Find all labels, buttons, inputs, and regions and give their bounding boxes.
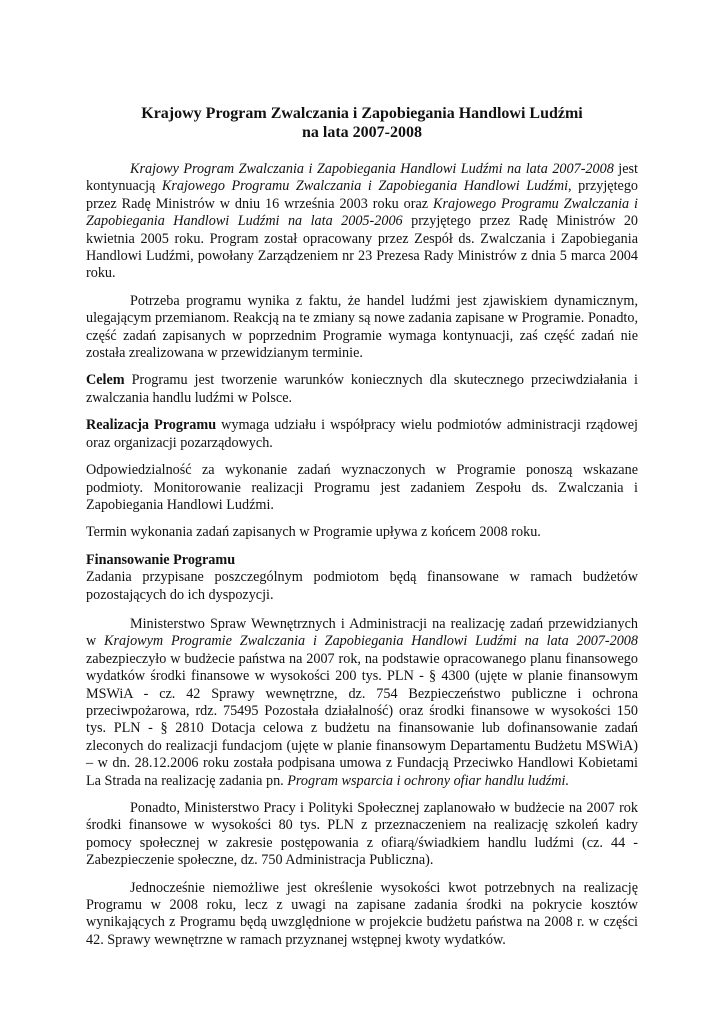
paragraph-2008-funding: Jednocześnie niemożliwe jest określenie wysokości kwot potrzebnych na realizację Programu w 2008 roku, lecz z uwagi na zapisane zadania środki na pokrycie kosztów wynikających z Programu będą uwzględnione w projekcie budżetu państwa na 2008 r. w części 42. Sprawy wewnętrzne w ramach przyznanej wstępnej kwoty wydatków. <box>86 879 638 948</box>
paragraph-mpips-funding: Ponadto, Ministerstwo Pracy i Polityki Społecznej zaplanowało w budżecie na 2007 rok środki finansowe w wysokości 80 tys. PLN z przeznaczeniem na realizację szkoleń kadry pomocy społecznej w zakresie postępowania z ofiarą/świadkiem handlu ludźmi (cz. 44 - Zabezpieczenie społeczne, dz. 750 Administracja Publiczna). <box>86 800 638 869</box>
financing-heading: Finansowanie Programu <box>86 551 236 568</box>
paragraph-need: Potrzeba programu wynika z faktu, że handel ludźmi jest zjawiskiem dynamicznym, ulegającym przemianom. Reakcją na te zmiany są nowe zadania zapisane w Programie. Ponadto, część zadań zapisanych w poprzednim Programie wymaga kontynuacji, zaś część zadań nie została zrealizowana w przewidzianym terminie. <box>86 292 638 362</box>
paragraph-goal: Celem Programu jest tworzenie warunków koniecznych dla skutecznego przeciwdziałania i zwalczania handlu ludźmi w Polsce. <box>86 372 638 406</box>
document-title <box>86 104 638 142</box>
paragraph-mswia-funding: Ministerstwo Spraw Wewnętrznych i Administracji na realizację zadań przewidzianych w Krajowym Programie Zwalczania i Zapobiegania Handlowi Ludźmi na lata 2007-2008 zabezpieczyło w budżecie państwa na 2007 rok, na podstawie opracowanego planu finansowego wydatków środki finansowe w wysokości 200 tys. PLN - § 4300 (ujęte w planie finansowym MSWiA - cz. 42 Sprawy wewnętrzne, dz. 754 Bezpieczeństwo publiczne i ochrona przeciwpożarowa, rdz. 75495 Pozostała działalność) oraz środki finansowe w wysokości 150 tys. PLN - § 2810 Dotacja celowa z budżetu na finansowanie lub dofinansowanie zadań zleconych do realizacji fundacjom (ujęte w planie finansowym Departamentu Budżetu MSWiA) – w dn. 28.12.2006 roku została podpisana umowa z Fundacją Przeciwko Handlowi Kobietami La Strada na realizację zadania pn. Program wsparcia i ochrony ofiar handlu ludźmi. <box>86 615 638 789</box>
paragraph-responsibility: Odpowiedzialność za wykonanie zadań wyznaczonych w Programie ponoszą wskazane podmioty. Monitorowanie realizacji Programu jest zadaniem Zespołu ds. Zwalczania i Zapobiegania Handlowi Ludźmi. <box>86 462 638 513</box>
title-line-1: Krajowy Program Zwalczania i Zapobiegania Handlowi Ludźmi <box>141 105 583 122</box>
paragraph-financing: Finansowanie Programu Zadania przypisane poszczególnym podmiotom będą finansowane w ramach budżetów pozostających do ich dyspozycji. <box>86 551 638 603</box>
paragraph-deadline: Termin wykonania zadań zapisanych w Programie upływa z końcem 2008 roku. <box>86 524 541 541</box>
paragraph-implementation: Realizacja Programu wymaga udziału i współpracy wielu podmiotów administracji rządowej oraz organizacji pozarządowych. <box>86 417 638 451</box>
title-line-2: na lata 2007-2008 <box>302 124 422 141</box>
paragraph-introduction: Krajowy Program Zwalczania i Zapobiegania Handlowi Ludźmi na lata 2007-2008 jest kontynuacją Krajowego Programu Zwalczania i Zapobiegania Handlowi Ludźmi, przyjętego przez Radę Ministrów w dniu 16 września 2003 roku oraz Krajowego Programu Zwalczania i Zapobiegania Handlowi Ludźmi na lata 2005-2006 przyjętego przez Radę Ministrów 20 kwietnia 2005 roku. Program został opracowany przez Zespół ds. Zwalczania i Zapobiegania Handlowi Ludźmi, powołany Zarządzeniem nr 23 Prezesa Rady Ministrów z dnia 5 marca 2004 roku. <box>86 161 639 282</box>
